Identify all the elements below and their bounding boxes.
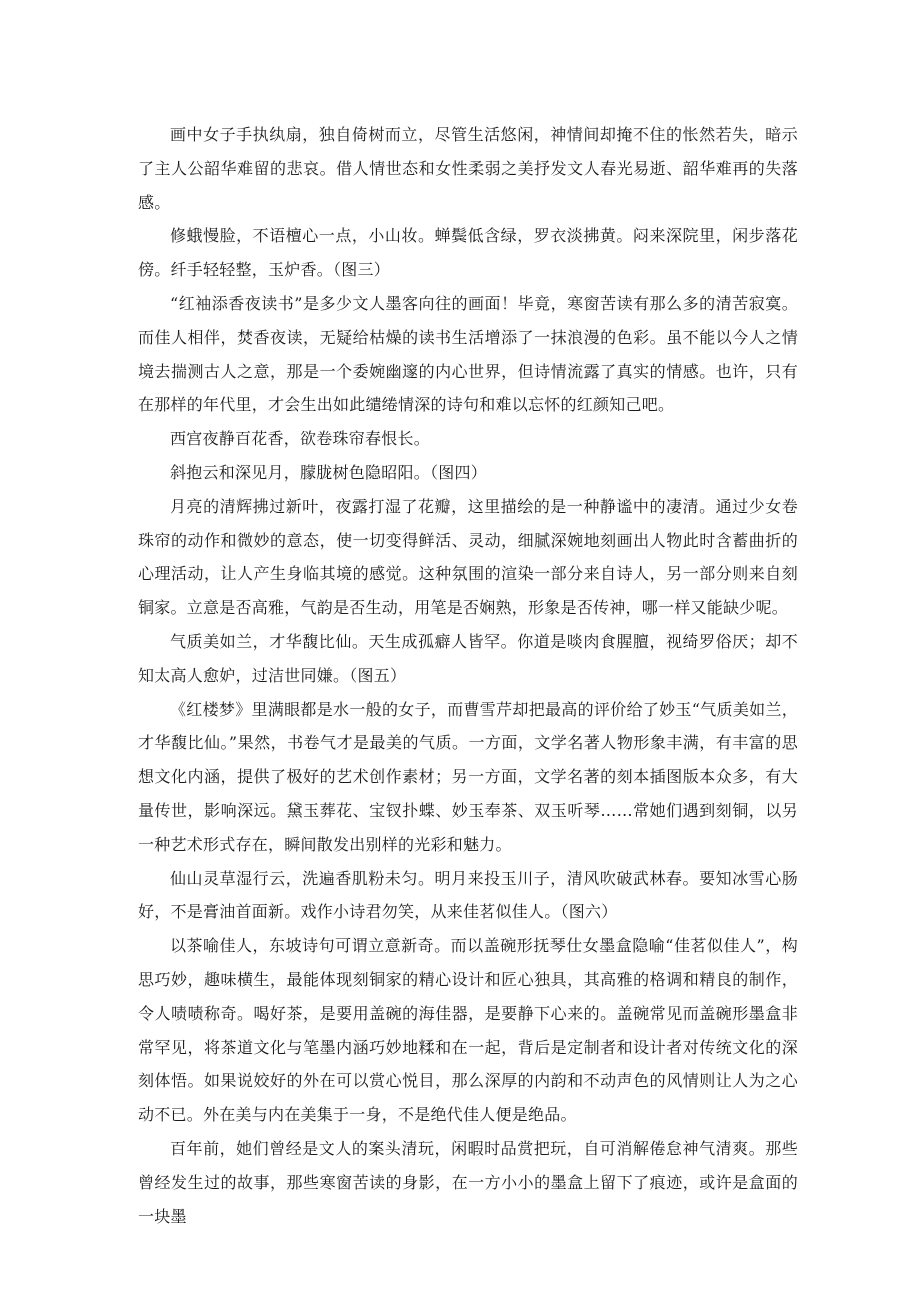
paragraph: 月亮的清辉拂过新叶，夜露打湿了花瓣，这里描绘的是一种静谧中的凄清。通过少女卷珠帘的动作和微妙的意态，使一切变得鲜活、灵动，细腻深婉地刻画出人物此时含蓄曲折的心理活动，让人产生身临其境的感觉。这种氛围的渲染一部分来自诗人，另一部分则来自刻铜家。立意是否高雅，气韵是否生动，用笔是否娴熟，形象是否传神，哪一样又能缺少呢。 [138,496,798,618]
paragraph: 画中女子手执纨扇，独自倚树而立，尽管生活悠闲，神情间却掩不住的怅然若失，暗示了主人公韶华难留的悲哀。借人情世态和女性柔弱之美抒发文人春光易逝、韶华难再的失落感。 [138,125,798,212]
poem-paragraph: 气质美如兰，才华馥比仙。天生成孤癖人皆罕。你道是啖肉食腥膻，视绮罗俗厌；却不知太高人愈妒，过洁世同嫌。（图五） [138,631,798,685]
document-body [138,118,798,1233]
paragraph: “红袖添香夜读书”是多少文人墨客向往的画面！毕竟，寒窗苦读有那么多的清苦寂寞。而佳人相伴，焚香夜读，无疑给枯燥的读书生活增添了一抹浪漫的色彩。虽不能以今人之情境去揣测古人之意，那是一个委婉幽邃的内心世界，但诗情流露了真实的情感。也许，只有在那样的年代里，才会生出如此缱绻情深的诗句和难以忘怀的红颜知己吧。 [138,293,798,415]
poem-line: 斜抱云和深见月，朦胧树色隐昭阳。（图四） [170,462,488,482]
paragraph: 百年前，她们曾经是文人的案头清玩，闲暇时品赏把玩，自可消解倦怠神气清爽。那些曾经发生过的故事，那些寒窗苦读的身影，在一方小小的墨盒上留下了痕迹，或许是盒面的一块墨 [138,1138,798,1226]
paragraph: 《红楼梦》里满眼都是水一般的女子，而曹雪芹却把最高的评价给了妙玉“气质美如兰，才华馥比仙。”果然，书卷气才是最美的气质。一方面，文学名著人物形象丰满，有丰富的思想文化内涵，提供了极好的艺术创作素材；另一方面，文学名著的刻本插图版本众多，有大量传世，影响深远。黛玉葬花、宝钗扑蝶、妙玉奉茶、双玉听琴……常她们遇到刻铜，以另一种艺术形式存在，瞬间散发出别样的光彩和魅力。 [138,699,798,854]
poem-paragraph: 仙山灵草湿行云，洗遍香肌粉未匀。明月来投玉川子，清风吹破武林春。要知冰雪心肠好，不是膏油首面新。戏作小诗君勿笑，从来佳茗似佳人。（图六） [138,868,798,922]
poem-line: 西宫夜静百花香，欲卷珠帘春恨长。 [170,429,431,449]
paragraph: 以茶喻佳人，东坡诗句可谓立意新奇。而以盖碗形抚琴仕女墨盒隐喻“佳茗似佳人”，构思巧妙，趣味横生，最能体现刻铜家的精心设计和匠心独具，其高雅的格调和精良的制作，令人啧啧称奇。喝好茶，是要用盖碗的海佳器，是要静下心来的。盖碗常见而盖碗形墨盒非常罕见，将茶道文化与笔墨内涵巧妙地糅和在一起，背后是定制者和设计者对传统文化的深刻体悟。如果说姣好的外在可以赏心悦目，那么深厚的内韵和不动声色的风情则让人为之心动不已。外在美与内在美集于一身，不是绝代佳人便是绝品。 [138,936,798,1125]
poem-paragraph: 修蛾慢脸，不语檀心一点，小山妆。蝉鬓低含绿，罗衣淡拂黄。闷来深院里，闲步落花傍。纤手轻轻整，玉炉香。（图三） [138,226,798,280]
